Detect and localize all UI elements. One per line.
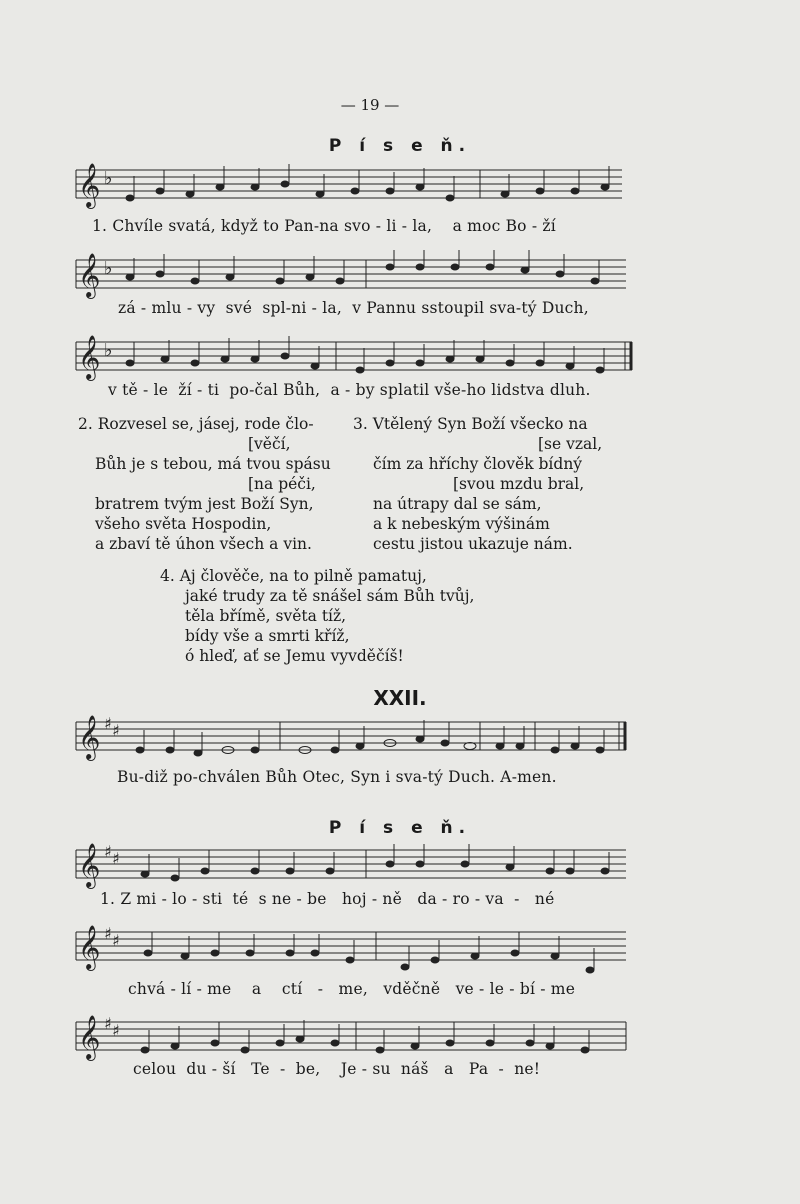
- music-staff-6: [70, 922, 640, 978]
- svg-text:♭: ♭: [104, 168, 113, 189]
- lyric-line: chvá - lí - me a ctí - me, vděčně ve - le - bí - me: [128, 980, 576, 998]
- svg-text:♯: ♯: [104, 842, 112, 861]
- svg-text:♭: ♭: [104, 340, 113, 361]
- treble-clef-icon: 𝄞: [78, 715, 101, 759]
- svg-text:♯: ♯: [112, 721, 120, 740]
- svg-text:♯: ♯: [112, 1021, 120, 1040]
- svg-text:♭: ♭: [104, 258, 113, 279]
- song-title: P í s e ň.: [328, 136, 472, 156]
- treble-clef-icon: 𝄞: [78, 163, 101, 207]
- treble-clef-icon: 𝄞: [78, 1015, 101, 1059]
- treble-clef-icon: 𝄞: [78, 925, 101, 969]
- section-title: XXII.: [373, 686, 427, 710]
- verse-4: 4. Aj člověče, na to pilně pamatuj, jaké trudy za tě snášel sám Bůh tvůj, těla břímě, světa tíž, bídy vše a smrti kříž, ó hleď, ať se Jemu vyvděčíš!: [160, 567, 475, 665]
- music-staff-3: [70, 332, 640, 382]
- lyric-line: Bu-diž po-chválen Bůh Otec, Syn i sva-tý Duch. A-men.: [117, 768, 557, 786]
- music-staff-7: [70, 1012, 640, 1062]
- lyric-line: v tě - le ží - ti po-čal Bůh, a - by splatil vše-ho lidstva dluh.: [108, 381, 591, 399]
- lyric-line: 1. Z mi - lo - sti té s ne - be hoj - ně da - ro - va - né: [100, 890, 555, 908]
- lyric-line: 1. Chvíle svatá, když to Pan-na svo - li - la, a moc Bo - ží: [92, 217, 556, 235]
- music-staff-4: [70, 712, 640, 770]
- svg-text:♯: ♯: [104, 924, 112, 943]
- treble-clef-icon: 𝄞: [78, 843, 101, 887]
- lyric-line: celou du - ší Te - be, Je - su náš a Pa - ne!: [133, 1060, 541, 1078]
- svg-text:♯: ♯: [112, 931, 120, 950]
- music-staff-1: [70, 160, 630, 210]
- lyric-line: zá - mlu - vy své spl-ni - la, v Pannu sstoupil sva-tý Duch,: [118, 299, 589, 317]
- svg-text:♯: ♯: [104, 714, 112, 733]
- music-staff-2: [70, 250, 630, 300]
- verse-2: 2. Rozvesel se, jásej, rode člo- [věčí, Bůh je s tebou, má tvou spásu [na péči, bratrem tvým jest Boží Syn, všeho světa Hospodin, a zbaví tě úhon všech a vin.: [78, 415, 331, 553]
- svg-text:♯: ♯: [112, 849, 120, 868]
- song-title: P í s e ň.: [328, 818, 472, 838]
- page-number: — 19 —: [340, 96, 400, 114]
- treble-clef-icon: 𝄞: [78, 335, 101, 379]
- verse-3: 3. Vtělený Syn Boží všecko na [se vzal, čím za hříchy člověk bídný [svou mzdu bral, na útrapy dal se sám, a k nebeským výšinám cestu jistou ukazuje nám.: [353, 415, 603, 553]
- treble-clef-icon: 𝄞: [78, 253, 101, 297]
- svg-text:♯: ♯: [104, 1014, 112, 1033]
- music-staff-5: [70, 840, 640, 890]
